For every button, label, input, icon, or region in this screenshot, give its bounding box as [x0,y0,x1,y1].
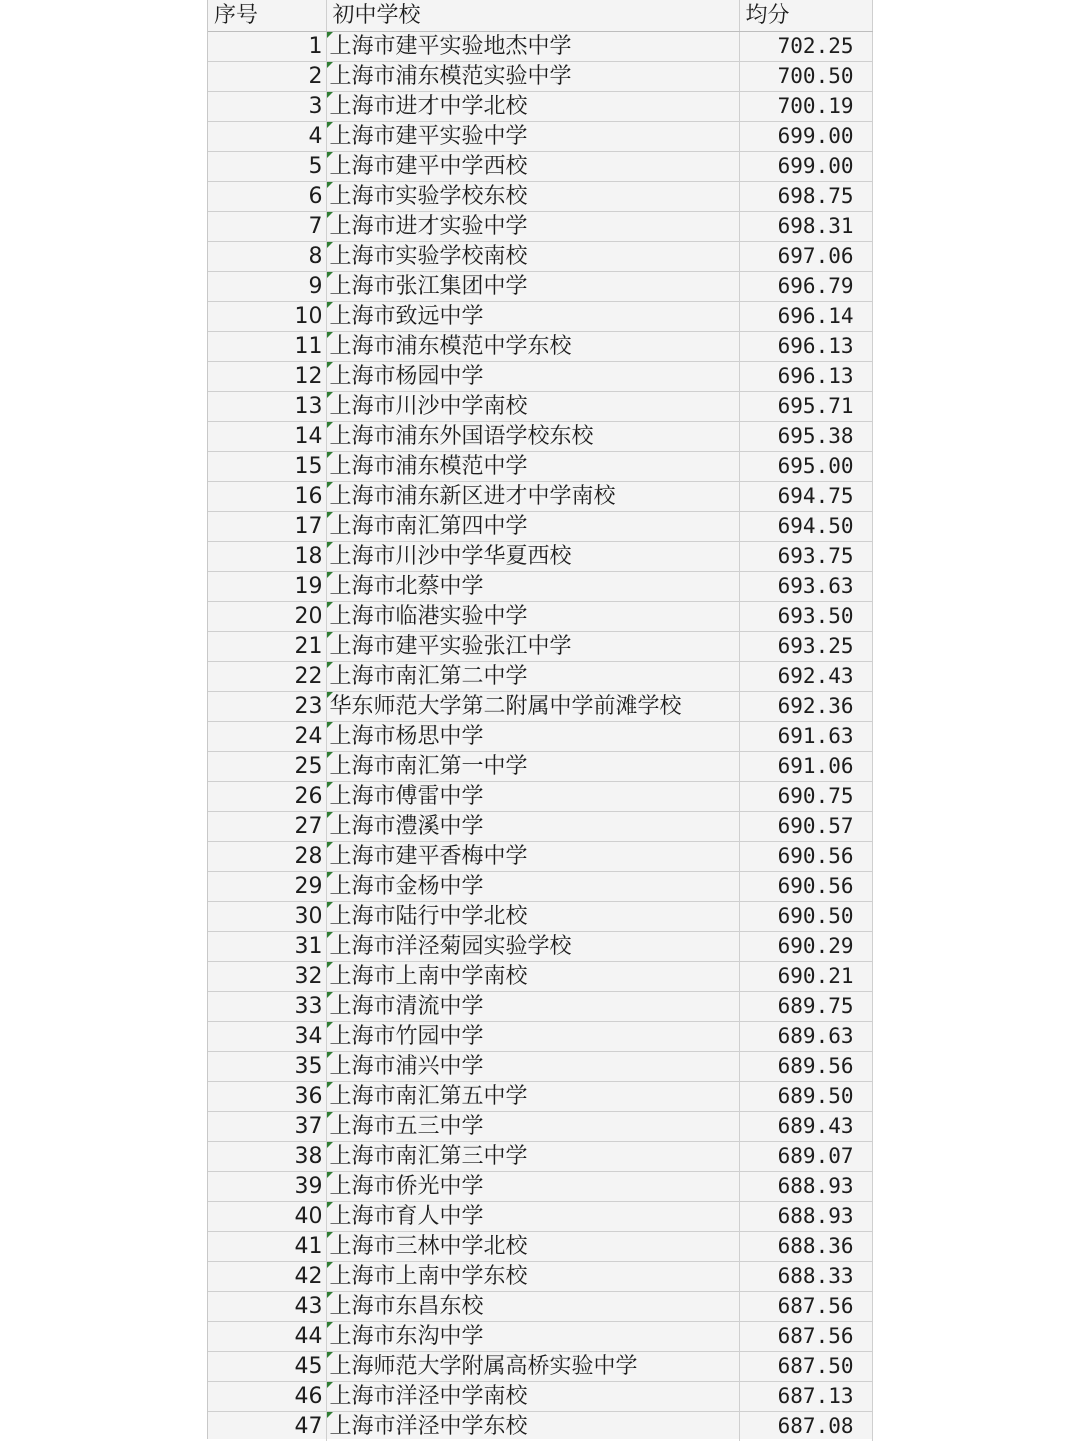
row-score-cell[interactable]: 698.31 [739,212,872,242]
row-school-cell[interactable]: 上海市浦兴中学 [326,1052,739,1082]
header-row [208,0,872,32]
row-school-cell[interactable]: 上海市东昌东校 [326,1292,739,1322]
school-ranking-table [208,0,873,1441]
row-index-cell[interactable]: 29 [208,872,326,902]
row-school-cell[interactable]: 上海市南汇第二中学 [326,662,739,692]
table-row [208,1322,872,1352]
row-school-cell[interactable]: 上海市北蔡中学 [326,572,739,602]
row-score-cell[interactable]: 690.57 [739,812,872,842]
row-score-cell[interactable]: 698.75 [739,182,872,212]
row-index-cell[interactable]: 14 [208,422,326,452]
table-row [208,1052,872,1082]
table-row [208,512,872,542]
row-school-cell[interactable]: 上海市浦东外国语学校东校 [326,422,739,452]
row-school-cell[interactable]: 上海市南汇第三中学 [326,1142,739,1172]
table-row [208,332,872,362]
table-row [208,572,872,602]
row-index-cell[interactable]: 42 [208,1262,326,1292]
row-index-cell[interactable]: 32 [208,962,326,992]
row-score-cell[interactable]: 688.33 [739,1262,872,1292]
row-score-cell[interactable]: 700.19 [739,92,872,122]
row-index-cell[interactable]: 22 [208,662,326,692]
table-row [208,962,872,992]
row-index-cell[interactable]: 24 [208,722,326,752]
spreadsheet [207,0,873,1439]
row-index-cell[interactable]: 21 [208,632,326,662]
table-row [208,152,872,182]
row-index-cell[interactable]: 38 [208,1142,326,1172]
row-school-cell[interactable]: 上海市张江集团中学 [326,272,739,302]
row-school-cell[interactable]: 上海市五三中学 [326,1112,739,1142]
row-school-cell[interactable]: 上海市洋泾菊园实验学校 [326,932,739,962]
row-index-cell[interactable]: 4 [208,122,326,152]
row-index-cell[interactable]: 41 [208,1232,326,1262]
table-row [208,1232,872,1262]
row-score-cell[interactable]: 690.21 [739,962,872,992]
table-row [208,872,872,902]
row-index-cell[interactable]: 11 [208,332,326,362]
row-score-cell[interactable]: 690.75 [739,782,872,812]
row-score-cell[interactable]: 690.56 [739,842,872,872]
row-score-cell[interactable]: 696.13 [739,362,872,392]
row-score-cell[interactable]: 700.50 [739,62,872,92]
row-school-cell[interactable]: 上海市侨光中学 [326,1172,739,1202]
row-score-cell[interactable]: 687.13 [739,1382,872,1412]
row-score-cell[interactable]: 689.75 [739,992,872,1022]
row-school-cell[interactable]: 上海市南汇第四中学 [326,512,739,542]
row-score-cell[interactable]: 687.08 [739,1412,872,1441]
row-index-cell[interactable]: 23 [208,692,326,722]
row-index-cell[interactable]: 25 [208,752,326,782]
row-score-cell[interactable]: 695.71 [739,392,872,422]
row-index-cell[interactable]: 1 [208,32,326,62]
row-school-cell[interactable]: 上海市实验学校东校 [326,182,739,212]
row-index-cell[interactable]: 7 [208,212,326,242]
row-school-cell[interactable]: 上海市洋泾中学南校 [326,1382,739,1412]
row-score-cell[interactable]: 702.25 [739,32,872,62]
table-row [208,1082,872,1112]
row-score-cell[interactable]: 691.63 [739,722,872,752]
row-index-cell[interactable]: 28 [208,842,326,872]
row-school-cell[interactable]: 上海市上南中学南校 [326,962,739,992]
row-school-cell[interactable]: 上海市南汇第五中学 [326,1082,739,1112]
row-score-cell[interactable]: 691.06 [739,752,872,782]
table-row [208,1292,872,1322]
row-score-cell[interactable]: 695.00 [739,452,872,482]
row-index-cell[interactable]: 18 [208,542,326,572]
row-school-cell[interactable]: 上海市上南中学东校 [326,1262,739,1292]
table-row [208,482,872,512]
row-school-cell[interactable]: 上海市金杨中学 [326,872,739,902]
row-score-cell[interactable]: 687.56 [739,1292,872,1322]
table-row [208,1112,872,1142]
row-school-cell[interactable]: 上海市浦东模范实验中学 [326,62,739,92]
row-score-cell[interactable]: 696.79 [739,272,872,302]
row-school-cell[interactable]: 上海市川沙中学南校 [326,392,739,422]
row-score-cell[interactable]: 693.25 [739,632,872,662]
table-row [208,602,872,632]
row-score-cell[interactable]: 699.00 [739,122,872,152]
row-index-cell[interactable]: 9 [208,272,326,302]
table-row [208,662,872,692]
row-school-cell[interactable]: 上海市杨园中学 [326,362,739,392]
table-row [208,62,872,92]
row-school-cell[interactable]: 上海市东沟中学 [326,1322,739,1352]
table-row [208,1202,872,1232]
row-school-cell[interactable]: 上海市进才实验中学 [326,212,739,242]
table-row [208,902,872,932]
row-school-cell[interactable]: 华东师范大学第二附属中学前滩学校 [326,692,739,722]
row-index-cell[interactable]: 46 [208,1382,326,1412]
row-score-cell[interactable]: 690.29 [739,932,872,962]
row-score-cell[interactable]: 695.38 [739,422,872,452]
row-score-cell[interactable]: 687.56 [739,1322,872,1352]
row-index-cell[interactable]: 26 [208,782,326,812]
table-row [208,272,872,302]
row-school-cell[interactable]: 上海市浦东模范中学东校 [326,332,739,362]
row-index-cell[interactable]: 30 [208,902,326,932]
row-index-cell[interactable]: 33 [208,992,326,1022]
table-row [208,1172,872,1202]
row-school-cell[interactable]: 上海市清流中学 [326,992,739,1022]
row-score-cell[interactable]: 696.14 [739,302,872,332]
row-index-cell[interactable]: 2 [208,62,326,92]
table-row [208,1022,872,1052]
row-school-cell[interactable]: 上海市建平实验中学 [326,122,739,152]
row-school-cell[interactable]: 上海市杨思中学 [326,722,739,752]
header-score[interactable]: 均分 [739,0,872,32]
row-score-cell[interactable]: 694.50 [739,512,872,542]
row-score-cell[interactable]: 692.36 [739,692,872,722]
row-score-cell[interactable]: 687.50 [739,1352,872,1382]
row-score-cell[interactable]: 697.06 [739,242,872,272]
table-row [208,302,872,332]
table-row [208,422,872,452]
row-index-cell[interactable]: 12 [208,362,326,392]
row-score-cell[interactable]: 699.00 [739,152,872,182]
row-school-cell[interactable]: 上海市三林中学北校 [326,1232,739,1262]
row-index-cell[interactable]: 20 [208,602,326,632]
row-index-cell[interactable]: 34 [208,1022,326,1052]
table-row [208,32,872,62]
row-school-cell[interactable]: 上海市浦东新区进才中学南校 [326,482,739,512]
row-score-cell[interactable]: 688.93 [739,1172,872,1202]
table-row [208,632,872,662]
row-school-cell[interactable]: 上海市建平实验张江中学 [326,632,739,662]
header-school[interactable]: 初中学校 [326,0,739,32]
row-index-cell[interactable]: 43 [208,1292,326,1322]
row-school-cell[interactable]: 上海市建平香梅中学 [326,842,739,872]
table-row [208,722,872,752]
table-row [208,242,872,272]
row-school-cell[interactable]: 上海市建平实验地杰中学 [326,32,739,62]
row-index-cell[interactable]: 10 [208,302,326,332]
row-score-cell[interactable]: 689.43 [739,1112,872,1142]
row-school-cell[interactable]: 上海市川沙中学华夏西校 [326,542,739,572]
row-index-cell[interactable]: 40 [208,1202,326,1232]
table-row [208,992,872,1022]
row-index-cell[interactable]: 27 [208,812,326,842]
row-school-cell[interactable]: 上海市浦东模范中学 [326,452,739,482]
table-row [208,782,872,812]
row-index-cell[interactable]: 15 [208,452,326,482]
row-score-cell[interactable]: 689.56 [739,1052,872,1082]
table-row [208,812,872,842]
table-row [208,692,872,722]
table-row [208,452,872,482]
row-school-cell[interactable]: 上海市洋泾中学东校 [326,1412,739,1441]
row-score-cell[interactable]: 692.43 [739,662,872,692]
row-school-cell[interactable]: 上海市澧溪中学 [326,812,739,842]
header-index[interactable]: 序号 [208,0,326,32]
row-school-cell[interactable]: 上海市临港实验中学 [326,602,739,632]
table-row [208,1262,872,1292]
row-score-cell[interactable]: 693.75 [739,542,872,572]
row-school-cell[interactable]: 上海市育人中学 [326,1202,739,1232]
row-school-cell[interactable]: 上海市实验学校南校 [326,242,739,272]
row-score-cell[interactable]: 690.56 [739,872,872,902]
table-row [208,542,872,572]
row-index-cell[interactable]: 31 [208,932,326,962]
table-body [208,32,872,1441]
row-score-cell[interactable]: 696.13 [739,332,872,362]
table-row [208,1352,872,1382]
row-index-cell[interactable]: 8 [208,242,326,272]
row-score-cell[interactable]: 688.36 [739,1232,872,1262]
row-school-cell[interactable]: 上海市进才中学北校 [326,92,739,122]
row-score-cell[interactable]: 693.63 [739,572,872,602]
row-score-cell[interactable]: 690.50 [739,902,872,932]
table-row [208,1142,872,1172]
row-score-cell[interactable]: 689.50 [739,1082,872,1112]
row-school-cell[interactable]: 上海市建平中学西校 [326,152,739,182]
row-score-cell[interactable]: 689.07 [739,1142,872,1172]
row-index-cell[interactable]: 13 [208,392,326,422]
row-index-cell[interactable]: 47 [208,1412,326,1441]
row-index-cell[interactable]: 39 [208,1172,326,1202]
row-score-cell[interactable]: 694.75 [739,482,872,512]
row-index-cell[interactable]: 3 [208,92,326,122]
row-index-cell[interactable]: 17 [208,512,326,542]
table-row [208,182,872,212]
row-index-cell[interactable]: 6 [208,182,326,212]
row-index-cell[interactable]: 36 [208,1082,326,1112]
row-school-cell[interactable]: 上海市南汇第一中学 [326,752,739,782]
table-row [208,92,872,122]
row-school-cell[interactable]: 上海市竹园中学 [326,1022,739,1052]
row-school-cell[interactable]: 上海市致远中学 [326,302,739,332]
table-row [208,932,872,962]
row-score-cell[interactable]: 688.93 [739,1202,872,1232]
table-row [208,392,872,422]
row-index-cell[interactable]: 19 [208,572,326,602]
row-index-cell[interactable]: 16 [208,482,326,512]
row-score-cell[interactable]: 689.63 [739,1022,872,1052]
table-row [208,1412,872,1441]
table-row [208,362,872,392]
table-row [208,1382,872,1412]
table-row [208,842,872,872]
row-index-cell[interactable]: 45 [208,1352,326,1382]
table-row [208,122,872,152]
row-index-cell[interactable]: 5 [208,152,326,182]
row-school-cell[interactable]: 上海市傅雷中学 [326,782,739,812]
row-index-cell[interactable]: 35 [208,1052,326,1082]
table-row [208,212,872,242]
row-index-cell[interactable]: 44 [208,1322,326,1352]
row-score-cell[interactable]: 693.50 [739,602,872,632]
table-row [208,752,872,782]
row-school-cell[interactable]: 上海师范大学附属高桥实验中学 [326,1352,739,1382]
row-school-cell[interactable]: 上海市陆行中学北校 [326,902,739,932]
row-index-cell[interactable]: 37 [208,1112,326,1142]
